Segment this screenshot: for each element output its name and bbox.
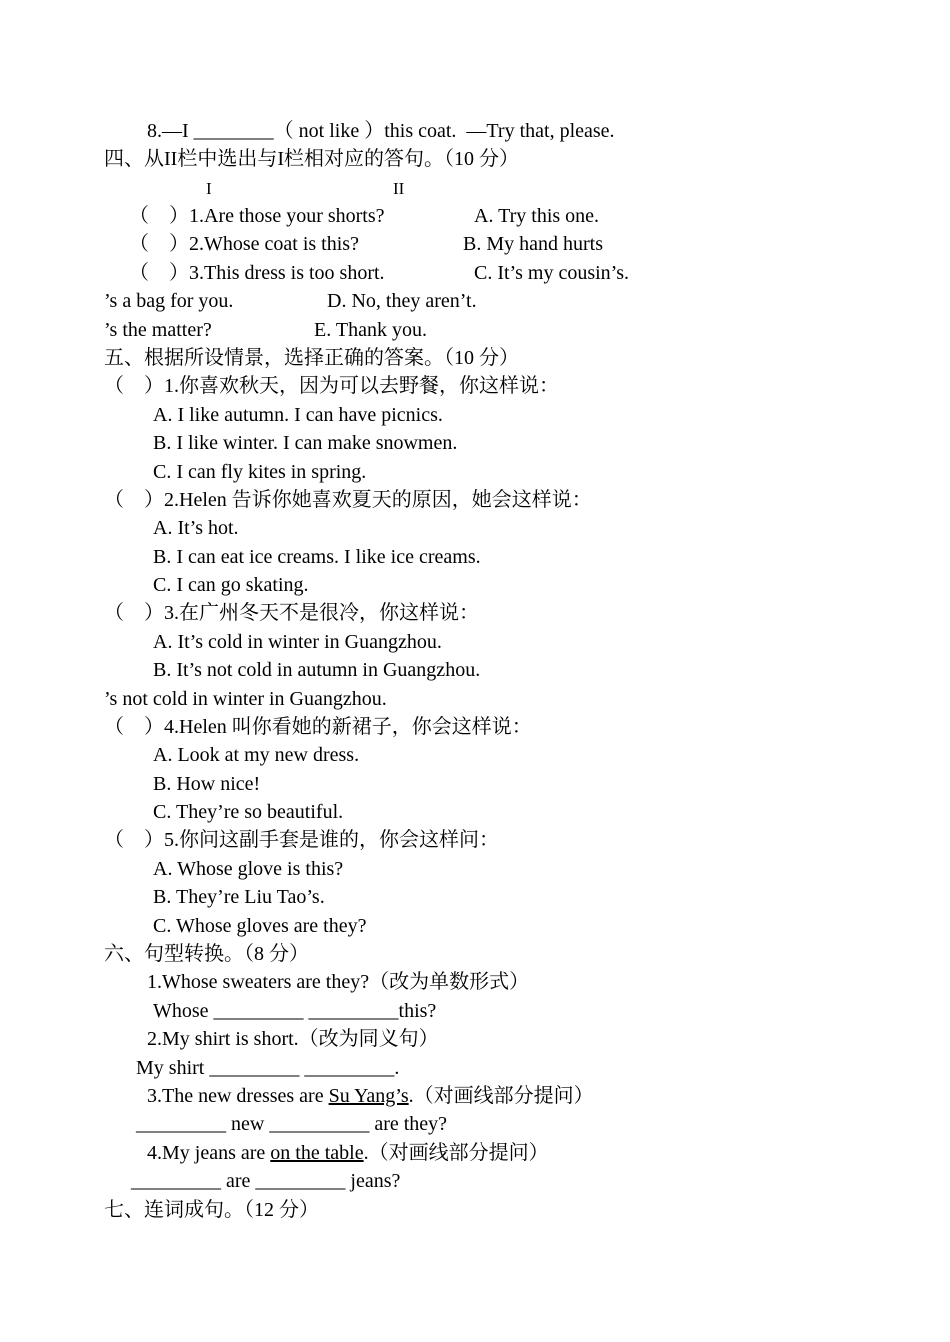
match-left-5: ’s the matter?: [104, 319, 212, 341]
s6-q2-answer-line: My shirt _________ _________.: [136, 1057, 400, 1079]
s5-q1-option-b: B. I like winter. I can make snowmen.: [153, 432, 458, 454]
s5-q2-option-a: A. It’s hot.: [153, 517, 239, 539]
s5-q4-option-b: B. How nice!: [153, 773, 261, 795]
s6-q4-prefix: 4.My jeans are: [147, 1142, 271, 1164]
s6-q3-prompt: [147, 1084, 594, 1108]
match-right-c: C. It’s my cousin’s.: [474, 262, 630, 284]
s6-q1-answer-line: Whose _________ _________this?: [153, 1000, 437, 1022]
match-right-a: A. Try this one.: [474, 205, 600, 227]
s6-q4-answer-line: _________ are _________ jeans?: [131, 1170, 401, 1192]
column-i-header: I: [206, 179, 212, 198]
match-right-e: E. Thank you.: [314, 319, 427, 341]
s6-q3-suffix: .（对画线部分提问）: [408, 1085, 594, 1107]
section7-title: 七、连词成句。（12 分）: [104, 1199, 319, 1221]
section4-title: 四、从II栏中选出与I栏相对应的答句。（10 分）: [104, 148, 519, 170]
s5-q1-stem: （ ）1.你喜欢秋天，因为可以去野餐，你这样说：: [104, 375, 559, 397]
s6-q3-answer-line: _________ new __________ are they?: [136, 1113, 448, 1135]
s5-q2-option-b: B. I can eat ice creams. I like ice creams.: [153, 546, 481, 568]
s5-q3-option-a: A. It’s cold in winter in Guangzhou.: [153, 631, 442, 653]
match-left-2: （ ）2.Whose coat is this?: [129, 233, 359, 255]
s5-q3-option-b: B. It’s not cold in autumn in Guangzhou.: [153, 659, 481, 681]
s6-q3-underlined: Su Yang’s: [328, 1085, 409, 1107]
section6-title: 六、句型转换。（8 分）: [104, 943, 309, 965]
match-left-3: （ ）3.This dress is too short.: [129, 262, 385, 284]
match-left-1: （ ）1.Are those your shorts?: [129, 205, 385, 227]
s6-q4-prompt: [147, 1141, 549, 1165]
s5-q2-stem: （ ）2.Helen 告诉你她喜欢夏天的原因，她会这样说：: [104, 489, 592, 511]
s5-q5-option-b: B. They’re Liu Tao’s.: [153, 886, 325, 908]
s5-q5-option-a: A. Whose glove is this?: [153, 858, 344, 880]
match-right-d: D. No, they aren’t.: [327, 290, 477, 312]
s5-q1-option-a: A. I like autumn. I can have picnics.: [153, 404, 443, 426]
q8-line: 8.—I ________（ not like ）this coat. —Try that, please.: [147, 120, 615, 142]
s5-q5-stem: （ ）5.你问这副手套是谁的，你会这样问：: [104, 829, 499, 851]
s6-q4-suffix: .（对画线部分提问）: [363, 1142, 549, 1164]
s5-q3-stem: （ ）3.在广州冬天不是很冷，你这样说：: [104, 602, 479, 624]
s6-q1-prompt: 1.Whose sweaters are they?（改为单数形式）: [147, 971, 530, 993]
s5-q1-option-c: C. I can fly kites in spring.: [153, 461, 367, 483]
s5-q3-option-c: ’s not cold in winter in Guangzhou.: [104, 688, 387, 710]
match-left-4: ’s a bag for you.: [104, 290, 234, 312]
column-ii-header: II: [393, 179, 405, 198]
s6-q2-prompt: 2.My shirt is short.（改为同义句）: [147, 1028, 439, 1050]
s5-q5-option-c: C. Whose gloves are they?: [153, 915, 367, 937]
s5-q2-option-c: C. I can go skating.: [153, 574, 309, 596]
s5-q4-stem: （ ）4.Helen 叫你看她的新裙子，你会这样说：: [104, 716, 532, 738]
s6-q4-underlined: on the table: [270, 1142, 364, 1164]
s5-q4-option-a: A. Look at my new dress.: [153, 744, 360, 766]
s6-q3-prefix: 3.The new dresses are: [147, 1085, 329, 1107]
s5-q4-option-c: C. They’re so beautiful.: [153, 801, 344, 823]
section5-title: 五、根据所设情景，选择正确的答案。（10 分）: [104, 347, 519, 369]
match-right-b: B. My hand hurts: [463, 233, 603, 255]
